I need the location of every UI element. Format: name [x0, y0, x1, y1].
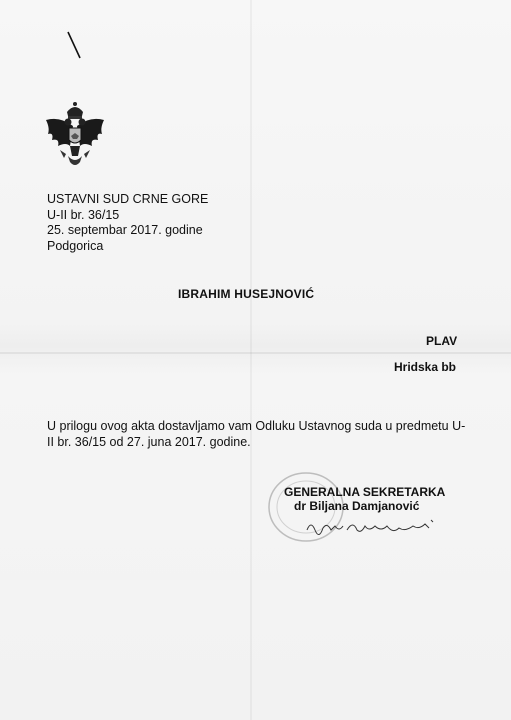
paper-fold-vertical: [250, 0, 252, 720]
letter-body: U prilogu ovog akta dostavljamo vam Odluku Ustavnog suda u predmetu U-II br. 36/15 od 27. juna 2017. godine.: [47, 419, 466, 449]
paper-fold-horizontal: [0, 352, 511, 354]
case-number: U-II br. 36/15: [47, 207, 120, 222]
signatory-name: dr Biljana Damjanović: [294, 499, 420, 513]
signatory-title: GENERALNA SEKRETARKA: [284, 485, 446, 499]
recipient-name: IBRAHIM HUSEJNOVIĆ: [178, 287, 315, 301]
document-header: [47, 192, 208, 254]
recipient-street: Hridska bb: [394, 360, 457, 374]
court-name: USTAVNI SUD CRNE GORE: [47, 192, 209, 206]
montenegro-coat-of-arms-icon: [40, 98, 110, 170]
recipient-city: PLAV: [426, 334, 458, 348]
document-place: Podgorica: [47, 238, 104, 253]
pen-mark: [66, 30, 82, 60]
document-date: 25. septembar 2017. godine: [47, 223, 203, 237]
handwritten-signature: [305, 516, 445, 540]
